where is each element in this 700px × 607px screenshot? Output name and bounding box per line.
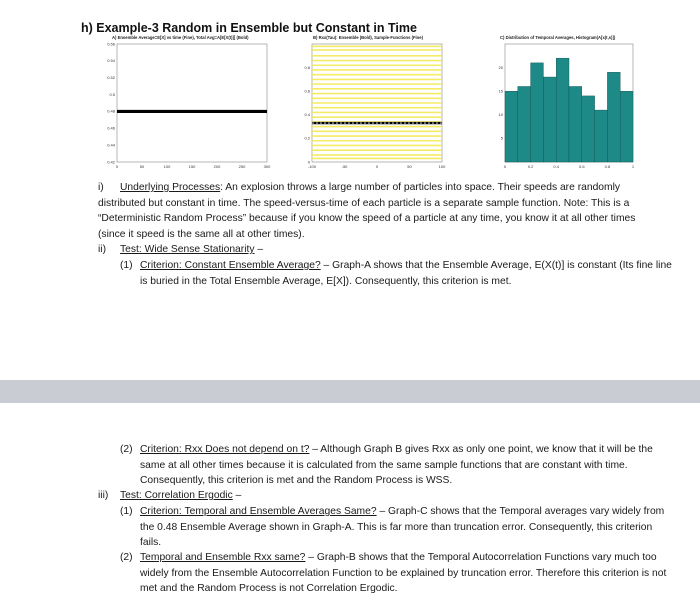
chart-a-y-tick-label: 0.5 (109, 91, 115, 97)
ergodic-criterion-2-text: – Graph-B shows that the Temporal Autocorrelation Functions vary much too widely from the Ensemble Autocorrelation Function to be explained by truncation error. Therefore this criterion is not met and the Random Process is not Correlation Ergodic. (140, 552, 667, 594)
chart-c-bar (543, 77, 556, 162)
chart-b (300, 40, 450, 175)
ergodic-criterion-1-text: – Graph-C shows that the Temporal averages vary widely from the 0.48 Ensemble Average shown in Graph-A. This is far more than truncation error. Consequently, this criterion fails. (140, 506, 665, 548)
chart-a-x-tick-label: 100 (163, 164, 171, 169)
chart-c-x-tick-label: 0.6 (579, 164, 585, 169)
chart-a-x-tick-label: 0 (115, 164, 119, 169)
chart-c-x-tick-label: 0.2 (527, 164, 534, 169)
wss-criterion-1-text: – Graph-A shows that the Ensemble Average, E(X(t)] is constant (Its fine line is buried in the Total Ensemble Average, E[X]). Consequently, this criterion is met. (140, 260, 672, 287)
chart-a-y-tick-label: 0.56 (107, 41, 115, 47)
chart-c-y-tick-label: 5 (500, 135, 503, 141)
chart-c-bar (595, 110, 608, 162)
chart-a-y-tick-label: 0.42 (107, 159, 115, 165)
chart-b-y-tick-label: 0 (307, 159, 310, 165)
ergodic-criterion-2-label: Temporal and Ensemble Rxx same? (140, 552, 306, 563)
chart-c-bar (556, 58, 569, 162)
wss-criterion-1-marker: (1) (120, 260, 133, 271)
chart-b-x-tick-label: 50 (407, 164, 412, 169)
chart-c-bar (607, 72, 620, 162)
chart-b-y-tick-label: 0.2 (304, 135, 310, 141)
chart-a-y-tick-label: 0.44 (107, 142, 115, 148)
chart-c-x-tick-label: 0.8 (604, 164, 611, 169)
chart-b-y-tick-label: 0.6 (304, 88, 310, 94)
wss-criterion-2-label: Criterion: Rxx Does not depend on t? (140, 444, 310, 455)
chart-c-bar (518, 86, 531, 162)
chart-a-title: A) Ensemble Average=E[X] vs time (Fine), Total Avg=A[E[X(t)]] (Bold) (112, 35, 249, 40)
chart-c-y-tick-label: 20 (498, 64, 503, 70)
chart-a-x-tick-label: 150 (188, 164, 196, 169)
wss-criterion-1 (120, 258, 673, 289)
ergodic-test-suffix: – (232, 490, 242, 501)
chart-a-x-tick-label: 200 (213, 164, 221, 169)
chart-a-y-tick-label: 0.52 (107, 75, 115, 81)
wss-test-suffix: – (254, 244, 264, 255)
chart-c-bar (569, 86, 582, 162)
chart-c-x-tick-label: 1 (631, 164, 635, 169)
chart-b-y-tick-label: 0.8 (304, 64, 310, 70)
wss-criterion-2 (120, 442, 678, 489)
wss-criterion-2-text: – Although Graph B gives Rxx as only one point, we know that it will be the same at all other times because it is calculated from the same sample functions that are constant with time. Consequently, this criterion is met and the Random Process is WSS. (140, 444, 653, 486)
ergodic-criterion-1-label: Criterion: Temporal and Ensemble Averages Same? (140, 506, 377, 517)
chart-a-x-tick-label: 250 (238, 164, 246, 169)
section-ii-heading (98, 242, 658, 258)
chart-c-y-tick-label: 10 (498, 112, 503, 118)
chart-c (495, 40, 640, 175)
chart-a-axes (117, 44, 267, 162)
section-i (98, 180, 658, 242)
chart-a-y-tick-label: 0.54 (107, 58, 115, 64)
section-ii-marker: ii) (98, 244, 107, 255)
underlying-processes-label: Underlying Processes (120, 182, 221, 193)
chart-b-x-tick-label: -100 (307, 164, 317, 169)
wss-test-label: Test: Wide Sense Stationarity (120, 244, 255, 255)
chart-c-bar (620, 91, 633, 162)
ergodic-criterion-1-marker: (1) (120, 506, 133, 517)
chart-b-x-tick-label: 100 (438, 164, 446, 169)
section-i-marker: i) (98, 182, 104, 193)
page-separator-band (0, 380, 700, 403)
chart-a-y-tick-label: 0.46 (107, 125, 115, 131)
chart-c-y-tick-label: 15 (498, 88, 503, 94)
ergodic-criterion-2-marker: (2) (120, 552, 133, 563)
section-iii-marker: iii) (98, 490, 109, 501)
chart-c-x-tick-label: 0.4 (553, 164, 559, 169)
chart-a-y-tick-label: 0.48 (107, 108, 115, 114)
chart-c-title: C) Distribution of Temporal Averages, Histogram(A[x(t,s)]) (500, 35, 616, 40)
ergodic-criterion-2 (120, 550, 676, 597)
chart-b-title: B) Rxx(Tau): Ensemble (Bold), Sample-Functions (Fine) (313, 35, 423, 40)
section-heading: h) Example-3 Random in Ensemble but Constant in Time (81, 21, 417, 35)
ergodic-criterion-1 (120, 504, 676, 551)
wss-criterion-1-label: Criterion: Constant Ensemble Average? (140, 260, 321, 271)
ergodic-test-label: Test: Correlation Ergodic (120, 490, 233, 501)
chart-c-bar (531, 63, 544, 162)
underlying-processes-text: : An explosion throws a large number of particles into space. Their speeds are randomly distributed but constant in time. The speed-versus-time of each particle is a separate sample function. Note: This is a “Deterministic Random Process” because if you know the speed of a particle at any time, you know it at all other times (since it speed is the same all at other times). (98, 182, 636, 240)
chart-a-x-tick-label: 300 (263, 164, 271, 169)
chart-b-x-tick-label: 0 (375, 164, 379, 169)
chart-c-bar (582, 96, 595, 162)
chart-b-y-tick-label: 0.4 (304, 112, 310, 118)
wss-criterion-2-marker: (2) (120, 444, 133, 455)
chart-c-x-tick-label: 0 (503, 164, 507, 169)
chart-a-x-tick-label: 50 (139, 164, 145, 169)
section-iii-heading (98, 488, 658, 504)
chart-b-x-tick-label: -50 (341, 164, 348, 169)
chart-c-bar (505, 91, 518, 162)
chart-a (105, 40, 275, 175)
